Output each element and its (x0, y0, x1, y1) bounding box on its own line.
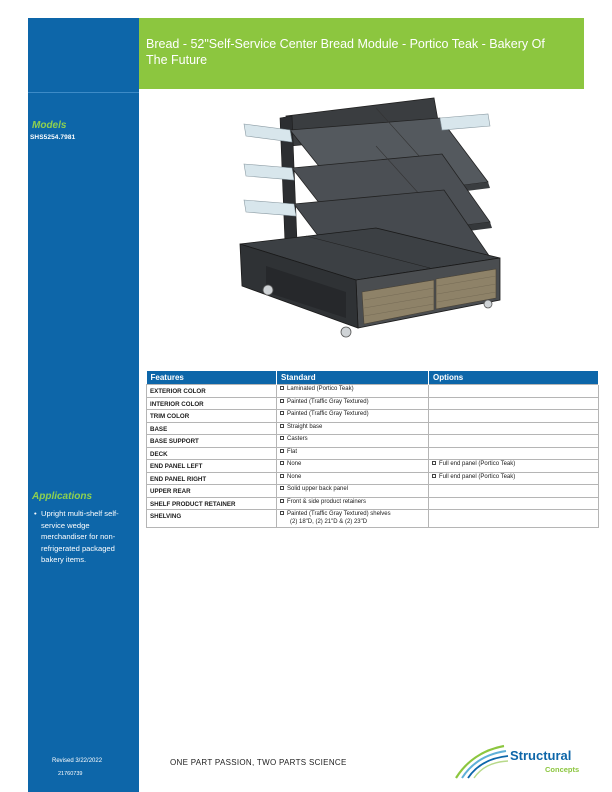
shelving-detail: (2) 18"D, (2) 21"D & (2) 23"D (290, 518, 368, 525)
table-row (147, 497, 599, 510)
options-cell (429, 397, 599, 410)
sidebar (28, 18, 139, 792)
checkbox-icon (280, 424, 284, 428)
features-table-body (147, 385, 599, 528)
options-cell (429, 410, 599, 423)
document-code: 21760739 (58, 771, 83, 777)
standard-option: None (280, 461, 425, 469)
table-row (147, 447, 599, 460)
standard-cell (277, 510, 429, 528)
standard-cell (277, 385, 429, 398)
optional-option: Full end panel (Portico Teak) (432, 474, 595, 482)
table-row (147, 485, 599, 498)
table-row (147, 410, 599, 423)
table-row (147, 422, 599, 435)
feature-cell: SHELVING (147, 510, 277, 528)
feature-cell: BASE SUPPORT (147, 435, 277, 448)
table-row (147, 435, 599, 448)
standard-cell (277, 460, 429, 473)
options-cell (429, 472, 599, 485)
page-title: Bread - 52"Self-Service Center Bread Module - Portico Teak - Bakery Of The Future (146, 37, 545, 67)
logo-sub: Concepts (545, 765, 580, 774)
options-cell (429, 510, 599, 528)
logo-name: Structural (510, 748, 572, 763)
table-row (147, 510, 599, 528)
title-bar (139, 18, 584, 89)
standard-option: Solid upper back panel (280, 486, 425, 494)
checkbox-icon (280, 461, 284, 465)
standard-cell (277, 497, 429, 510)
feature-cell: DECK (147, 447, 277, 460)
revised-date: Revised 3/22/2022 (52, 758, 103, 764)
swoosh-icon (452, 744, 510, 780)
application-item: • Upright multi-shelf self-service wedge merchandiser for non-refrigerated packaged bakery items. (34, 508, 134, 566)
header-standard: Standard (277, 371, 429, 385)
feature-cell: END PANEL LEFT (147, 460, 277, 473)
options-cell (429, 435, 599, 448)
feature-cell: TRIM COLOR (147, 410, 277, 423)
options-cell (429, 460, 599, 473)
feature-cell: END PANEL RIGHT (147, 472, 277, 485)
standard-cell (277, 447, 429, 460)
checkbox-icon (280, 474, 284, 478)
header-options: Options (429, 371, 599, 385)
standard-option: Front & side product retainers (280, 499, 425, 507)
product-image (226, 96, 526, 368)
standard-option: None (280, 474, 425, 482)
checkbox-icon (432, 461, 436, 465)
feature-cell: INTERIOR COLOR (147, 397, 277, 410)
standard-cell (277, 422, 429, 435)
feature-cell: SHELF PRODUCT RETAINER (147, 497, 277, 510)
checkbox-icon (280, 399, 284, 403)
feature-cell: UPPER REAR (147, 485, 277, 498)
standard-cell (277, 397, 429, 410)
options-cell (429, 497, 599, 510)
checkbox-icon (280, 486, 284, 490)
standard-cell (277, 472, 429, 485)
standard-cell (277, 485, 429, 498)
table-row (147, 385, 599, 398)
features-table (146, 371, 599, 528)
standard-cell (277, 435, 429, 448)
optional-option: Full end panel (Portico Teak) (432, 461, 595, 469)
table-header-row (147, 371, 599, 385)
checkbox-icon (280, 449, 284, 453)
options-cell (429, 385, 599, 398)
checkbox-icon (280, 386, 284, 390)
model-number: SHS5254.7981 (30, 134, 76, 141)
sidebar-divider (28, 92, 139, 93)
applications-heading: Applications (32, 491, 93, 502)
tagline: ONE PART PASSION, TWO PARTS SCIENCE (170, 758, 347, 767)
standard-cell (277, 410, 429, 423)
table-row (147, 472, 599, 485)
standard-option: Laminated (Portico Teak) (280, 386, 425, 394)
standard-option: Painted (Traffic Gray Textured) shelves (2) 18"D, (2) 21"D & (2) 23"D (280, 511, 425, 526)
standard-option: Painted (Traffic Gray Textured) (280, 411, 425, 419)
company-logo (452, 742, 592, 782)
applications-list (34, 508, 134, 566)
checkbox-icon (280, 411, 284, 415)
header-features: Features (147, 371, 277, 385)
standard-option: Straight base (280, 424, 425, 432)
checkbox-icon (280, 436, 284, 440)
checkbox-icon (432, 474, 436, 478)
standard-option: Casters (280, 436, 425, 444)
table-row (147, 397, 599, 410)
models-heading: Models (32, 120, 67, 131)
options-cell (429, 422, 599, 435)
checkbox-icon (280, 499, 284, 503)
feature-cell: EXTERIOR COLOR (147, 385, 277, 398)
options-cell (429, 447, 599, 460)
table-row (147, 460, 599, 473)
standard-option: Painted (Traffic Gray Textured) (280, 399, 425, 407)
checkbox-icon (280, 511, 284, 515)
standard-option: Flat (280, 449, 425, 457)
feature-cell: BASE (147, 422, 277, 435)
options-cell (429, 485, 599, 498)
